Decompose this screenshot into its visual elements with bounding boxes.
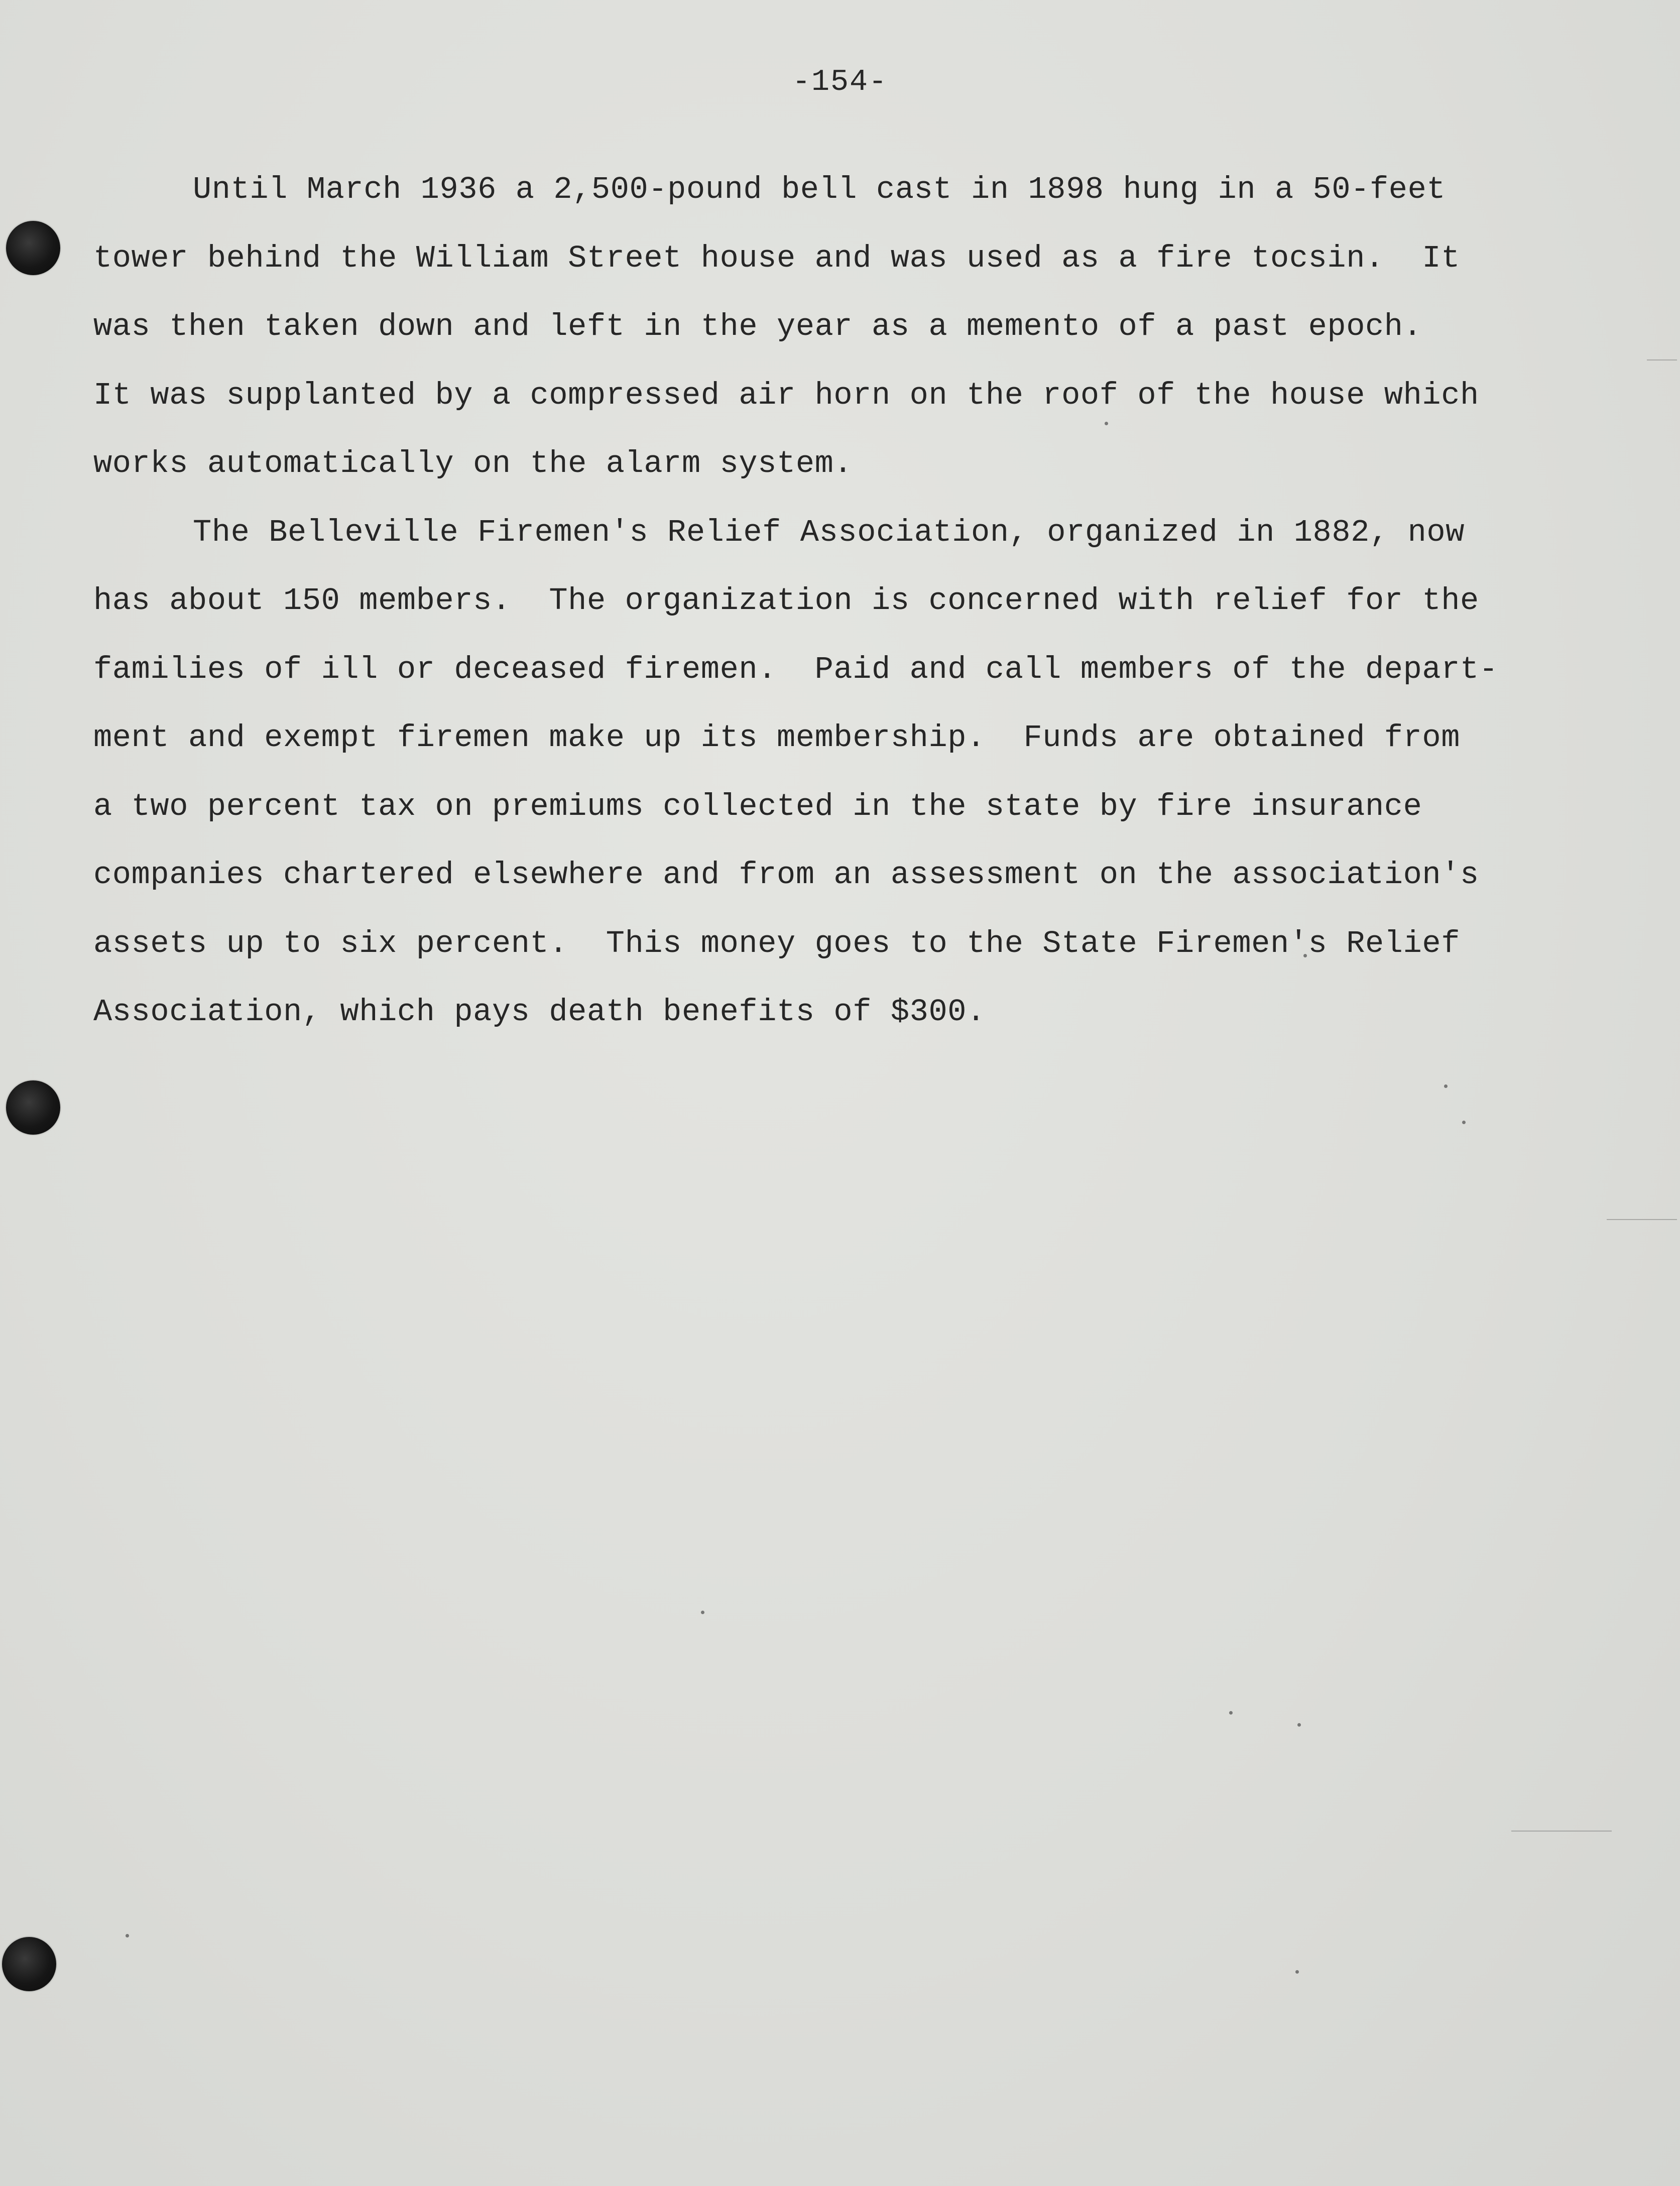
paragraph-relief-association (93, 499, 1615, 1047)
paper-speck (1295, 1970, 1299, 1974)
paper-mark (1511, 1831, 1612, 1832)
text-line: was then taken down and left in the year as a memento of a past epoch. (93, 309, 1422, 344)
text-line: Until March 1936 a 2,500-pound bell cast in 1898 hung in a 50-feet (193, 172, 1446, 207)
text-line: The Belleville Firemen's Relief Association, organized in 1882, now (193, 514, 1465, 550)
text-line: companies chartered elsewhere and from an assessment on the association's (93, 857, 1479, 893)
paper-speck (1462, 1121, 1466, 1124)
text-line: has about 150 members. The organization is concerned with relief for the (93, 583, 1479, 619)
text-line: families of ill or deceased firemen. Paid and call members of the depart- (93, 651, 1498, 687)
text-line: ment and exempt firemen make up its membership. Funds are obtained from (93, 720, 1461, 756)
text-line: tower behind the William Street house and was used as a fire tocsin. It (93, 240, 1461, 276)
text-line: Association, which pays death benefits of $300. (93, 994, 986, 1030)
text-line: It was supplanted by a compressed air horn on the roof of the house which (93, 377, 1479, 413)
paper-speck (1444, 1084, 1448, 1088)
text-line: assets up to six percent. This money goes to the State Firemen's Relief (93, 925, 1461, 961)
paper-speck (1229, 1711, 1233, 1715)
paper-speck (126, 1934, 129, 1937)
punch-hole (6, 1080, 60, 1135)
text-line: a two percent tax on premiums collected in the state by fire insurance (93, 788, 1422, 824)
page-number: -154- (792, 65, 888, 99)
paper-mark (1607, 1219, 1677, 1220)
paper-speck (701, 1611, 704, 1614)
body-text (93, 156, 1615, 1047)
paragraph-bell-tower (93, 156, 1615, 499)
paper-speck (1297, 1723, 1301, 1727)
paper-mark (1647, 359, 1677, 360)
punch-hole (2, 1937, 56, 1991)
text-line: works automatically on the alarm system. (93, 446, 853, 481)
punch-hole (6, 221, 60, 275)
